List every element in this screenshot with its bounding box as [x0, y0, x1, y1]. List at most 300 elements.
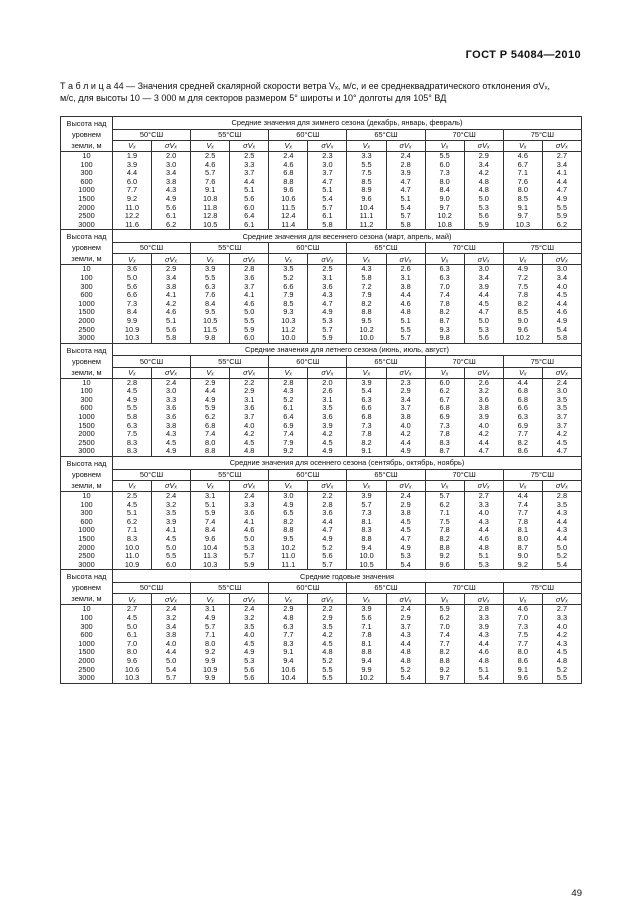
- speed-cell: 10.2: [425, 212, 464, 221]
- table-row: [61, 265, 582, 274]
- deviation-symbol: σVₓ: [464, 367, 503, 378]
- deviation-cell: 4.0: [386, 422, 425, 431]
- height-cell: 10: [61, 265, 113, 274]
- speed-cell: 8.5: [347, 178, 386, 187]
- deviation-symbol: σVₓ: [308, 480, 347, 491]
- table-row: [61, 334, 582, 343]
- table-row: [61, 509, 582, 518]
- latitude-header: 55°СШ: [191, 129, 269, 140]
- table-row: [61, 501, 582, 510]
- deviation-cell: 5.2: [308, 544, 347, 553]
- table-row: [61, 526, 582, 535]
- speed-cell: 11.5: [191, 326, 230, 335]
- speed-cell: 5.7: [191, 623, 230, 632]
- speed-cell: 6.2: [425, 501, 464, 510]
- deviation-cell: 4.2: [464, 430, 503, 439]
- speed-cell: 2.5: [191, 152, 230, 161]
- deviation-cell: 3.9: [464, 623, 503, 632]
- speed-cell: 10.8: [425, 221, 464, 230]
- speed-cell: 3.9: [347, 605, 386, 614]
- deviation-symbol: σVₓ: [152, 254, 191, 265]
- latitude-header: 75°СШ: [503, 469, 581, 480]
- height-cell: 2500: [61, 326, 113, 335]
- height-cell: 1000: [61, 526, 113, 535]
- speed-cell: 7.0: [113, 640, 152, 649]
- deviation-cell: 3.8: [152, 283, 191, 292]
- speed-cell: 3.1: [191, 605, 230, 614]
- speed-cell: 9.1: [269, 648, 308, 657]
- speed-cell: 8.8: [425, 544, 464, 553]
- deviation-cell: 5.1: [308, 186, 347, 195]
- speed-cell: 10.9: [113, 561, 152, 570]
- speed-cell: 11.5: [269, 204, 308, 213]
- height-cell: 300: [61, 509, 113, 518]
- table-row: [61, 221, 582, 230]
- speed-cell: 4.5: [113, 501, 152, 510]
- speed-cell: 12.2: [113, 212, 152, 221]
- speed-cell: 11.2: [269, 326, 308, 335]
- speed-cell: 5.9: [425, 605, 464, 614]
- deviation-cell: 3.6: [308, 283, 347, 292]
- speed-cell: 7.8: [425, 526, 464, 535]
- speed-cell: 7.0: [425, 283, 464, 292]
- speed-cell: 7.8: [503, 518, 542, 527]
- speed-cell: 6.7: [425, 396, 464, 405]
- height-cell: 600: [61, 518, 113, 527]
- deviation-cell: 3.9: [464, 413, 503, 422]
- height-cell: 2500: [61, 666, 113, 675]
- latitude-header: 55°СШ: [191, 243, 269, 254]
- speed-cell: 8.6: [503, 447, 542, 456]
- deviation-symbol: σVₓ: [230, 480, 269, 491]
- deviation-cell: 4.8: [386, 657, 425, 666]
- deviation-cell: 3.9: [464, 283, 503, 292]
- speed-cell: 6.3: [269, 623, 308, 632]
- table-row: [61, 518, 582, 527]
- deviation-cell: 3.1: [308, 396, 347, 405]
- deviation-cell: 4.5: [542, 291, 581, 300]
- deviation-cell: 4.2: [542, 631, 581, 640]
- deviation-cell: 3.6: [152, 404, 191, 413]
- deviation-cell: 5.3: [386, 552, 425, 561]
- speed-cell: 9.7: [425, 674, 464, 683]
- speed-cell: 2.4: [269, 152, 308, 161]
- speed-cell: 5.8: [113, 413, 152, 422]
- speed-cell: 8.2: [503, 439, 542, 448]
- deviation-cell: 3.6: [464, 396, 503, 405]
- speed-cell: 4.5: [113, 614, 152, 623]
- speed-cell: 7.6: [503, 178, 542, 187]
- speed-cell: 3.9: [191, 265, 230, 274]
- speed-cell: 8.2: [425, 535, 464, 544]
- deviation-cell: 2.5: [230, 152, 269, 161]
- speed-cell: 4.6: [191, 161, 230, 170]
- speed-cell: 8.1: [347, 518, 386, 527]
- deviation-cell: 3.6: [230, 509, 269, 518]
- speed-cell: 4.8: [269, 614, 308, 623]
- deviation-symbol: σVₓ: [308, 140, 347, 151]
- speed-cell: 11.2: [347, 221, 386, 230]
- deviation-cell: 4.0: [230, 422, 269, 431]
- deviation-cell: 5.4: [386, 204, 425, 213]
- deviation-symbol: σVₓ: [386, 367, 425, 378]
- latitude-header: 65°СШ: [347, 129, 425, 140]
- speed-cell: 8.7: [425, 317, 464, 326]
- speed-symbol: Vₓ: [503, 140, 542, 151]
- speed-cell: 10.3: [113, 334, 152, 343]
- speed-cell: 8.2: [425, 648, 464, 657]
- deviation-cell: 5.8: [152, 334, 191, 343]
- deviation-cell: 4.6: [464, 648, 503, 657]
- speed-cell: 7.9: [269, 439, 308, 448]
- deviation-cell: 3.2: [152, 614, 191, 623]
- deviation-cell: 2.9: [152, 265, 191, 274]
- deviation-symbol: σVₓ: [464, 254, 503, 265]
- deviation-cell: 4.2: [152, 300, 191, 309]
- deviation-cell: 5.6: [308, 552, 347, 561]
- table-row: [61, 283, 582, 292]
- speed-cell: 9.1: [347, 447, 386, 456]
- speed-cell: 6.6: [113, 291, 152, 300]
- speed-cell: 9.6: [425, 561, 464, 570]
- deviation-cell: 3.4: [152, 274, 191, 283]
- deviation-cell: 3.6: [230, 404, 269, 413]
- deviation-cell: 3.5: [308, 623, 347, 632]
- speed-cell: 6.3: [425, 265, 464, 274]
- speed-cell: 8.3: [347, 526, 386, 535]
- speed-cell: 6.3: [425, 274, 464, 283]
- speed-cell: 5.6: [347, 614, 386, 623]
- deviation-cell: 4.5: [542, 439, 581, 448]
- deviation-cell: 2.8: [542, 492, 581, 501]
- speed-cell: 6.3: [191, 283, 230, 292]
- speed-symbol: Vₓ: [425, 140, 464, 151]
- deviation-cell: 4.8: [230, 447, 269, 456]
- speed-cell: 10.3: [503, 221, 542, 230]
- standard-designation: ГОСТ Р 54084—2010: [465, 49, 581, 61]
- deviation-symbol: σVₓ: [542, 254, 581, 265]
- deviation-cell: 5.4: [386, 561, 425, 570]
- speed-cell: 9.5: [191, 308, 230, 317]
- speed-cell: 8.1: [347, 640, 386, 649]
- speed-cell: 9.6: [269, 186, 308, 195]
- deviation-cell: 3.7: [308, 169, 347, 178]
- speed-cell: 8.1: [503, 526, 542, 535]
- deviation-cell: 3.7: [230, 169, 269, 178]
- height-cell: 100: [61, 274, 113, 283]
- latitude-header: 65°СШ: [347, 583, 425, 594]
- latitude-header: 70°СШ: [425, 129, 503, 140]
- speed-cell: 7.6: [191, 178, 230, 187]
- speed-cell: 9.2: [503, 561, 542, 570]
- season-title: Средние годовые значения: [113, 570, 582, 583]
- speed-cell: 9.6: [503, 674, 542, 683]
- speed-cell: 9.7: [425, 204, 464, 213]
- deviation-cell: 3.6: [152, 413, 191, 422]
- data-table: [60, 116, 582, 684]
- speed-cell: 9.8: [191, 334, 230, 343]
- speed-cell: 8.8: [347, 535, 386, 544]
- deviation-cell: 3.5: [152, 509, 191, 518]
- speed-cell: 5.7: [425, 492, 464, 501]
- table-row: [61, 387, 582, 396]
- deviation-cell: 3.5: [308, 404, 347, 413]
- speed-cell: 2.7: [113, 605, 152, 614]
- speed-cell: 5.9: [191, 509, 230, 518]
- table-row: [61, 605, 582, 614]
- speed-cell: 8.4: [191, 526, 230, 535]
- season-title: Средние значения для летнего сезона (июнь, июль, август): [113, 343, 582, 356]
- speed-cell: 9.5: [269, 535, 308, 544]
- speed-cell: 7.6: [191, 291, 230, 300]
- deviation-symbol: σVₓ: [230, 367, 269, 378]
- deviation-cell: 5.9: [464, 221, 503, 230]
- height-cell: 100: [61, 161, 113, 170]
- deviation-cell: 5.7: [308, 204, 347, 213]
- deviation-cell: 5.5: [152, 552, 191, 561]
- speed-cell: 6.8: [269, 169, 308, 178]
- latitude-header: 75°СШ: [503, 583, 581, 594]
- height-cell: 1500: [61, 308, 113, 317]
- height-cell: 600: [61, 291, 113, 300]
- deviation-cell: 4.0: [230, 631, 269, 640]
- deviation-cell: 5.5: [542, 674, 581, 683]
- speed-cell: 3.1: [191, 492, 230, 501]
- height-cell: 3000: [61, 221, 113, 230]
- deviation-cell: 3.3: [230, 161, 269, 170]
- deviation-cell: 2.2: [308, 605, 347, 614]
- speed-cell: 6.6: [503, 404, 542, 413]
- speed-symbol: Vₓ: [425, 594, 464, 605]
- deviation-symbol: σVₓ: [308, 254, 347, 265]
- speed-cell: 7.0: [503, 614, 542, 623]
- speed-cell: 4.5: [113, 387, 152, 396]
- latitude-header: 55°СШ: [191, 356, 269, 367]
- speed-symbol: Vₓ: [347, 254, 386, 265]
- deviation-cell: 3.4: [386, 396, 425, 405]
- deviation-cell: 4.0: [542, 283, 581, 292]
- deviation-cell: 2.3: [308, 152, 347, 161]
- deviation-cell: 4.4: [386, 640, 425, 649]
- deviation-cell: 4.7: [308, 526, 347, 535]
- speed-cell: 8.2: [347, 300, 386, 309]
- deviation-cell: 4.9: [386, 544, 425, 553]
- deviation-cell: 3.0: [308, 161, 347, 170]
- symbol-header-row: [61, 480, 582, 491]
- speed-cell: 4.9: [191, 396, 230, 405]
- deviation-cell: 6.0: [230, 334, 269, 343]
- speed-cell: 7.4: [425, 631, 464, 640]
- speed-cell: 7.9: [269, 291, 308, 300]
- deviation-cell: 6.0: [152, 561, 191, 570]
- speed-cell: 9.2: [113, 195, 152, 204]
- speed-cell: 7.5: [113, 430, 152, 439]
- deviation-cell: 5.8: [542, 334, 581, 343]
- speed-cell: 8.8: [269, 526, 308, 535]
- speed-symbol: Vₓ: [269, 254, 308, 265]
- height-cell: 3000: [61, 447, 113, 456]
- speed-cell: 7.8: [425, 300, 464, 309]
- deviation-cell: 4.4: [542, 300, 581, 309]
- speed-cell: 6.9: [425, 413, 464, 422]
- speed-cell: 11.1: [269, 561, 308, 570]
- season-header-row: [61, 343, 582, 356]
- deviation-symbol: σVₓ: [230, 594, 269, 605]
- speed-cell: 9.6: [503, 326, 542, 335]
- speed-cell: 10.6: [269, 666, 308, 675]
- deviation-cell: 4.9: [542, 317, 581, 326]
- deviation-symbol: σVₓ: [308, 594, 347, 605]
- deviation-cell: 3.7: [230, 413, 269, 422]
- speed-symbol: Vₓ: [113, 594, 152, 605]
- deviation-cell: 5.0: [464, 195, 503, 204]
- deviation-cell: 4.6: [386, 300, 425, 309]
- deviation-symbol: σVₓ: [542, 594, 581, 605]
- deviation-cell: 5.3: [230, 544, 269, 553]
- table-row: [61, 492, 582, 501]
- speed-cell: 8.4: [191, 300, 230, 309]
- latitude-header: 55°СШ: [191, 583, 269, 594]
- height-cell: 2000: [61, 204, 113, 213]
- deviation-cell: 4.2: [542, 430, 581, 439]
- speed-cell: 4.6: [269, 161, 308, 170]
- speed-cell: 8.2: [269, 518, 308, 527]
- speed-symbol: Vₓ: [425, 254, 464, 265]
- speed-cell: 8.8: [191, 447, 230, 456]
- deviation-cell: 4.9: [152, 195, 191, 204]
- speed-cell: 7.7: [425, 640, 464, 649]
- speed-cell: 9.6: [347, 195, 386, 204]
- deviation-cell: 2.4: [230, 605, 269, 614]
- deviation-cell: 5.7: [152, 674, 191, 683]
- deviation-cell: 3.4: [542, 161, 581, 170]
- speed-symbol: Vₓ: [269, 480, 308, 491]
- speed-cell: 7.5: [347, 169, 386, 178]
- deviation-cell: 5.3: [464, 204, 503, 213]
- wind-speed-table: [60, 116, 582, 684]
- speed-cell: 11.4: [269, 221, 308, 230]
- speed-cell: 9.6: [191, 535, 230, 544]
- latitude-header: 70°СШ: [425, 583, 503, 594]
- speed-cell: 9.1: [191, 186, 230, 195]
- speed-cell: 8.0: [503, 648, 542, 657]
- speed-cell: 8.0: [191, 640, 230, 649]
- deviation-cell: 5.6: [464, 334, 503, 343]
- table-row: [61, 422, 582, 431]
- deviation-cell: 4.4: [464, 439, 503, 448]
- speed-cell: 7.3: [425, 169, 464, 178]
- speed-cell: 8.4: [113, 308, 152, 317]
- speed-cell: 6.3: [347, 396, 386, 405]
- speed-symbol: Vₓ: [347, 480, 386, 491]
- deviation-cell: 3.3: [464, 614, 503, 623]
- speed-cell: 7.1: [503, 169, 542, 178]
- speed-cell: 7.3: [347, 509, 386, 518]
- latitude-header: 60°СШ: [269, 243, 347, 254]
- speed-cell: 8.8: [347, 648, 386, 657]
- deviation-cell: 2.7: [542, 152, 581, 161]
- speed-cell: 7.1: [191, 631, 230, 640]
- speed-cell: 10.4: [269, 674, 308, 683]
- latitude-header-row: [61, 356, 582, 367]
- speed-cell: 4.9: [191, 614, 230, 623]
- height-cell: 10: [61, 378, 113, 387]
- latitude-header: 70°СШ: [425, 469, 503, 480]
- speed-cell: 9.2: [425, 666, 464, 675]
- deviation-cell: 2.0: [152, 152, 191, 161]
- symbol-header-row: [61, 140, 582, 151]
- deviation-cell: 5.4: [542, 561, 581, 570]
- speed-cell: 8.8: [347, 308, 386, 317]
- deviation-cell: 5.7: [386, 212, 425, 221]
- speed-cell: 9.2: [269, 447, 308, 456]
- deviation-cell: 6.1: [230, 221, 269, 230]
- height-cell: 3000: [61, 561, 113, 570]
- deviation-cell: 5.1: [386, 195, 425, 204]
- speed-cell: 5.1: [113, 509, 152, 518]
- speed-cell: 9.1: [503, 204, 542, 213]
- deviation-cell: 5.1: [152, 317, 191, 326]
- height-cell: 1000: [61, 186, 113, 195]
- latitude-header: 65°СШ: [347, 243, 425, 254]
- deviation-cell: 3.5: [542, 404, 581, 413]
- speed-cell: 6.2: [113, 518, 152, 527]
- latitude-header: 60°СШ: [269, 583, 347, 594]
- deviation-cell: 4.7: [386, 535, 425, 544]
- speed-cell: 7.1: [347, 623, 386, 632]
- deviation-cell: 4.6: [542, 308, 581, 317]
- deviation-cell: 5.4: [464, 674, 503, 683]
- speed-cell: 7.3: [425, 422, 464, 431]
- speed-symbol: Vₓ: [347, 367, 386, 378]
- deviation-cell: 6.4: [230, 212, 269, 221]
- deviation-cell: 4.7: [542, 447, 581, 456]
- symbol-header-row: [61, 254, 582, 265]
- deviation-cell: 4.3: [464, 518, 503, 527]
- speed-cell: 10.2: [347, 326, 386, 335]
- table-row: [61, 178, 582, 187]
- table-row: [61, 300, 582, 309]
- speed-symbol: Vₓ: [503, 367, 542, 378]
- deviation-cell: 4.3: [542, 526, 581, 535]
- table-caption: [60, 80, 595, 104]
- deviation-cell: 3.4: [152, 623, 191, 632]
- deviation-cell: 4.8: [308, 648, 347, 657]
- deviation-symbol: σVₓ: [386, 254, 425, 265]
- deviation-cell: 4.4: [542, 518, 581, 527]
- deviation-cell: 4.3: [542, 640, 581, 649]
- table-row: [61, 439, 582, 448]
- speed-cell: 6.8: [347, 413, 386, 422]
- speed-cell: 5.5: [191, 274, 230, 283]
- deviation-cell: 4.7: [308, 178, 347, 187]
- height-cell: 300: [61, 623, 113, 632]
- speed-symbol: Vₓ: [269, 594, 308, 605]
- deviation-cell: 3.6: [308, 509, 347, 518]
- caption-line-2: м/с, для высоты 10 — 3 000 м для секторов размером 5° широты и 10° долготы для 105° ВД: [60, 93, 447, 103]
- deviation-symbol: σVₓ: [542, 480, 581, 491]
- deviation-cell: 2.8: [230, 265, 269, 274]
- deviation-cell: 2.6: [308, 387, 347, 396]
- speed-cell: 10.4: [191, 544, 230, 553]
- symbol-header-row: [61, 594, 582, 605]
- speed-symbol: Vₓ: [191, 140, 230, 151]
- table-row: [61, 308, 582, 317]
- deviation-symbol: σVₓ: [230, 140, 269, 151]
- speed-cell: 8.0: [113, 648, 152, 657]
- deviation-cell: 2.2: [308, 492, 347, 501]
- speed-cell: 9.3: [425, 326, 464, 335]
